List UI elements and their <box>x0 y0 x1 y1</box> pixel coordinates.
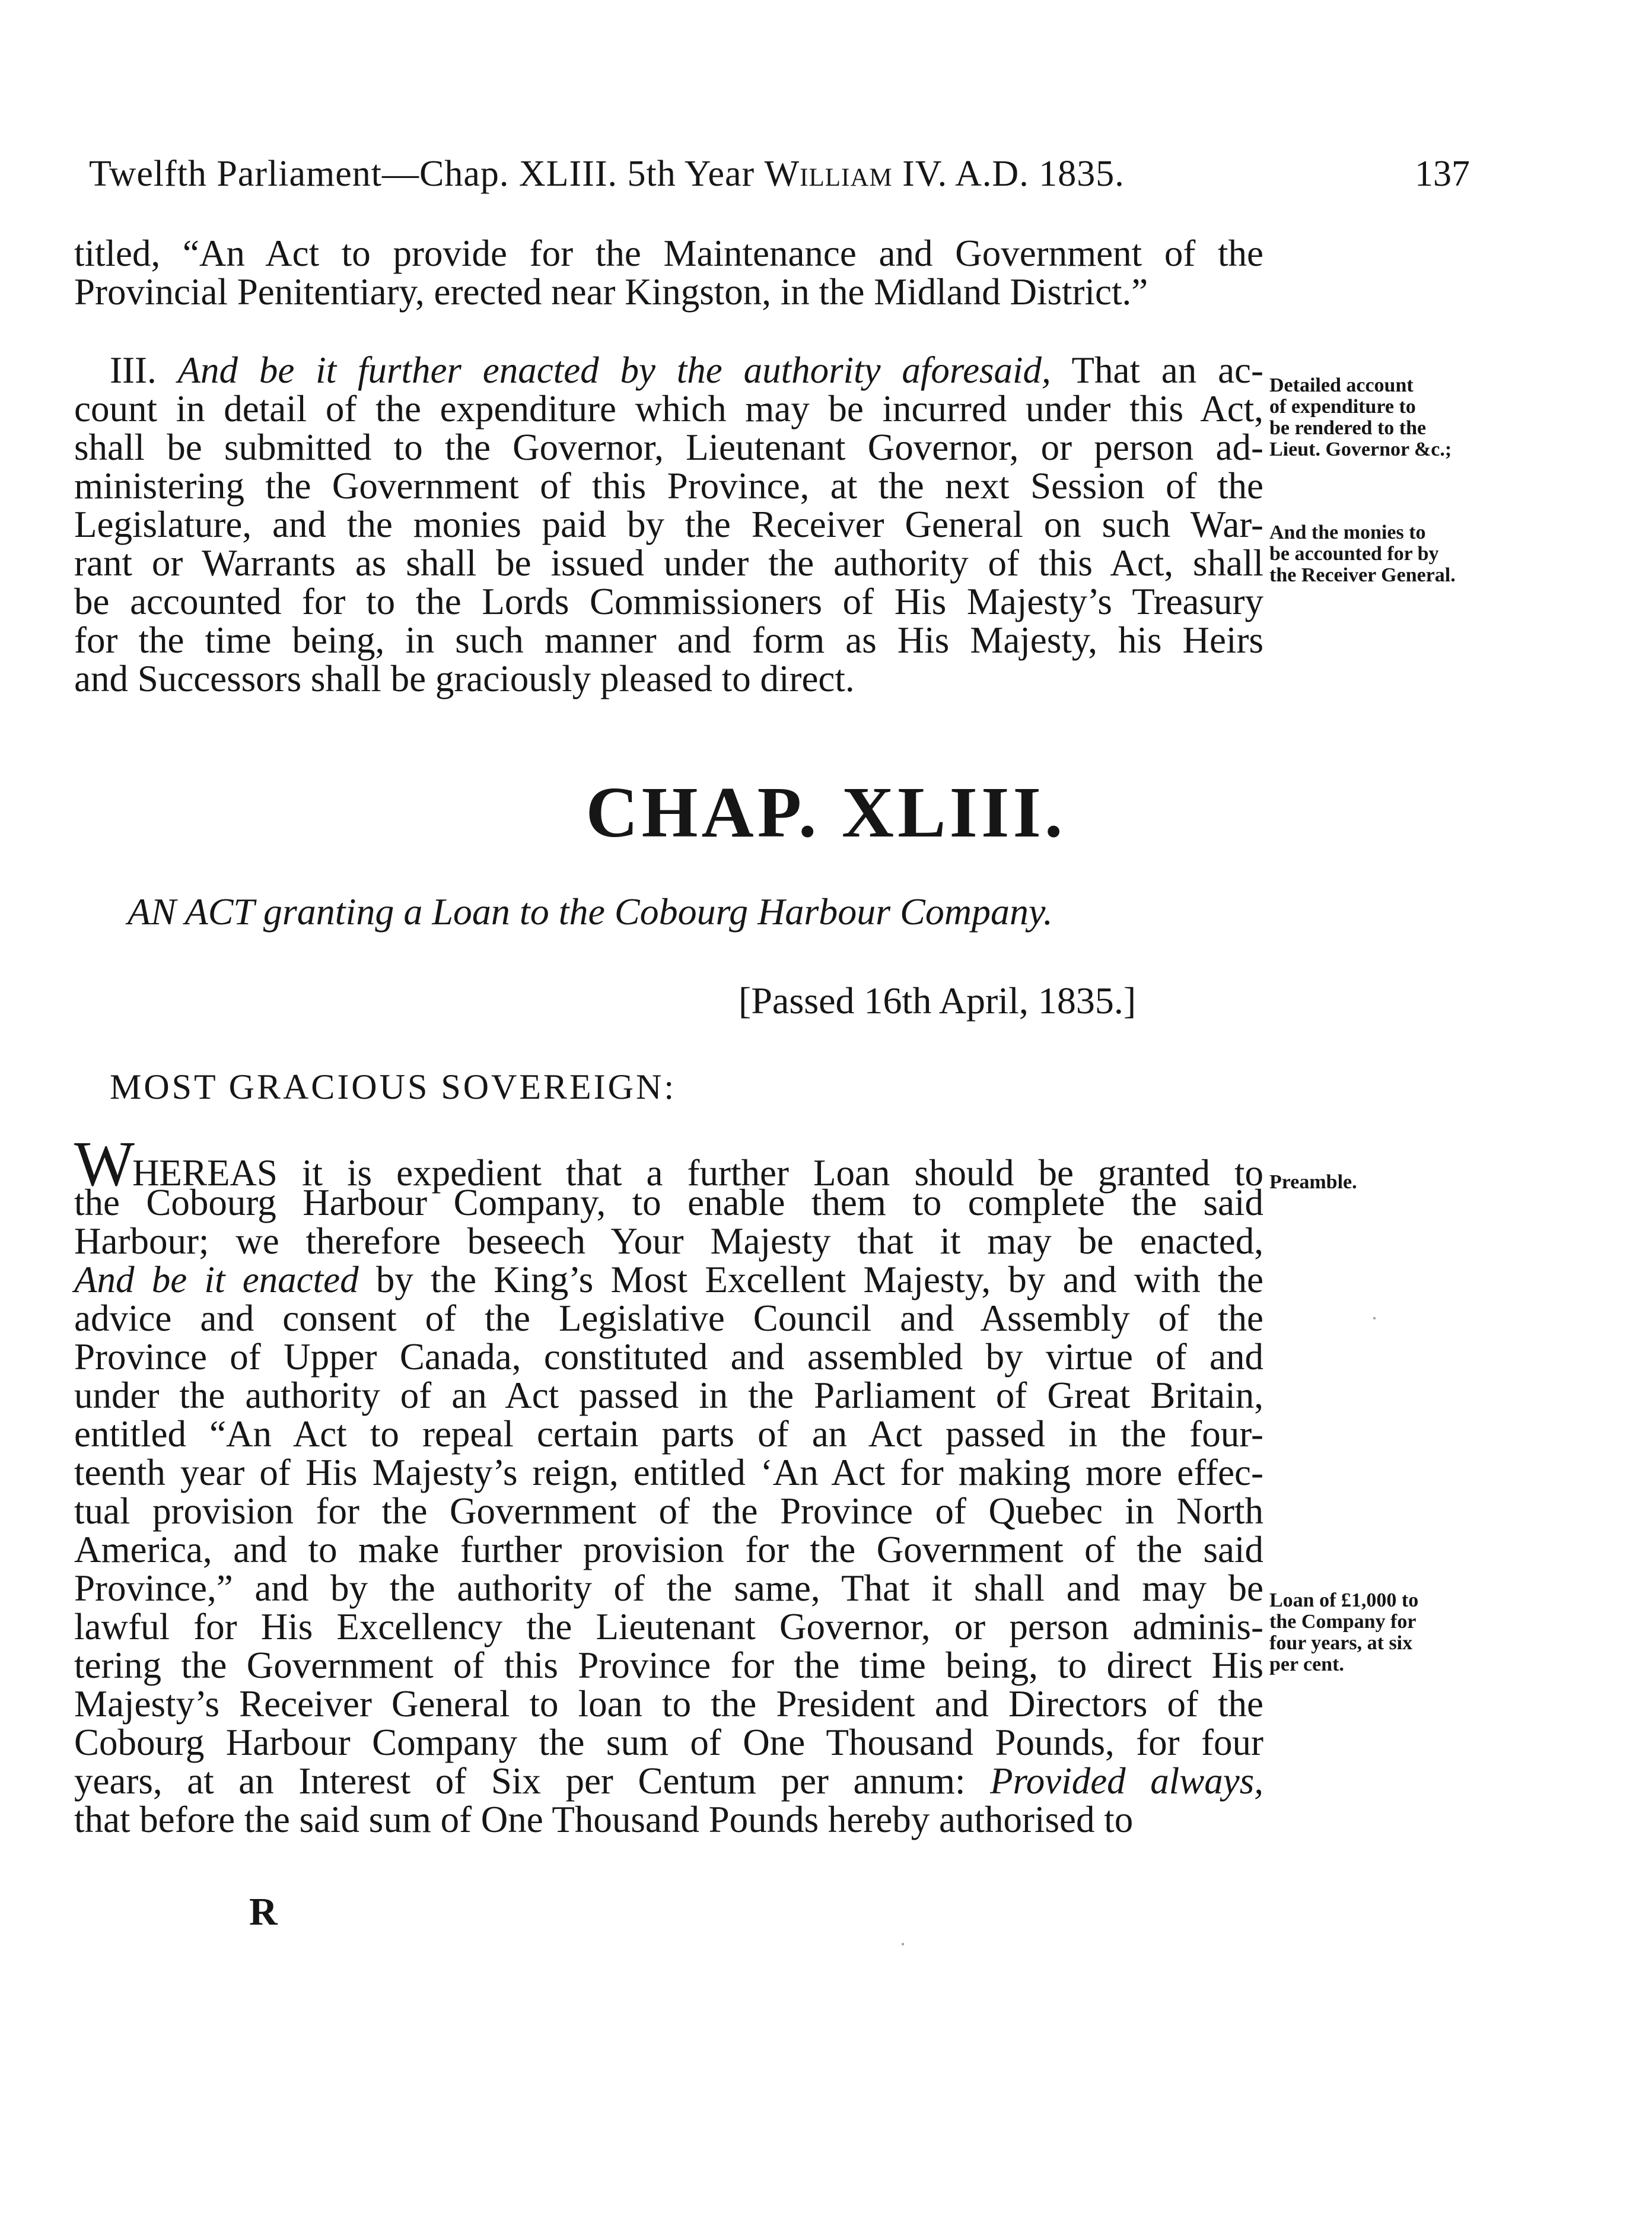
margin-note-line: the Receiver General. <box>1269 564 1456 586</box>
section-3-numeral: III. <box>110 349 178 391</box>
header-king-name: William <box>764 154 893 194</box>
section-3-first-line-rest: That an ac- <box>1051 349 1263 391</box>
continuation-line: titled, “An Act to provide for the Maintenance and Government of the <box>74 233 1263 274</box>
preamble-line: tering the Government of this Province for the time being, to direct His <box>74 1645 1263 1686</box>
page-number: 137 <box>1415 154 1470 194</box>
margin-note-detailed-account <box>1269 375 1465 460</box>
running-header <box>89 153 1477 195</box>
preamble-line <box>74 1261 1263 1299</box>
margin-note-line: Detailed account <box>1269 374 1414 396</box>
preamble-first-line <box>74 1129 1263 1200</box>
margin-note-line: Lieut. Governor &c.; <box>1269 438 1452 460</box>
preamble-line: Province of Upper Canada, constituted and assembled by virtue of and <box>74 1336 1263 1378</box>
preamble-line: Cobourg Harbour Company the sum of One Thousand Pounds, for four <box>74 1722 1263 1763</box>
section-3-line: be accounted for to the Lords Commissioners of His Majesty’s Treasury <box>74 581 1263 622</box>
scan-speck <box>1373 1317 1376 1319</box>
preamble-line: under the authority of an Act passed in the Parliament of Great Britain, <box>74 1375 1263 1416</box>
preamble-line-start: years, at an Interest of Six per Centum per annum: <box>74 1760 991 1802</box>
section-3-first-line <box>74 351 1263 390</box>
preamble-line: Province,” and by the authority of the same, That it shall and may be <box>74 1567 1263 1609</box>
header-text-after: IV. A.D. 1835. <box>892 154 1125 194</box>
margin-note-line: be accounted for by <box>1269 543 1439 565</box>
preamble-line: advice and consent of the Legislative Council and Assembly of the <box>74 1297 1263 1339</box>
section-3-line: rant or Warrants as shall be issued under the authority of this Act, shall <box>74 542 1263 584</box>
proviso-clause: Provided always, <box>990 1760 1264 1802</box>
preamble-line: that before the said sum of One Thousand Pounds hereby authorised to <box>74 1799 1134 1840</box>
section-3-line: shall be submitted to the Governor, Lieutenant Governor, or person ad- <box>74 427 1263 468</box>
section-3-paragraph <box>74 351 1263 698</box>
preamble-line <box>74 1762 1263 1801</box>
signature-mark: R <box>249 1890 278 1933</box>
preamble-line: the Cobourg Harbour Company, to enable them to complete the said <box>74 1182 1263 1223</box>
margin-note-line: Preamble. <box>1269 1171 1357 1193</box>
section-3-line: for the time being, in such manner and form as His Majesty, his Heirs <box>74 619 1263 661</box>
margin-note-line: Loan of £1,000 to <box>1269 1589 1419 1611</box>
scan-speck <box>902 1943 904 1945</box>
preamble-paragraph <box>74 1129 1264 1840</box>
preamble-line: Harbour; we therefore beseech Your Majesty that it may be enacted, <box>74 1220 1263 1262</box>
preamble-line: lawful for His Excellency the Lieutenant Governor, or person adminis- <box>74 1606 1263 1647</box>
continuation-line: Provincial Penitentiary, erected near Kingston, in the Midland District.” <box>74 271 1148 313</box>
section-3-line: count in detail of the expenditure which may be incurred under this Act, <box>74 388 1263 430</box>
margin-note-line: four years, at six <box>1269 1632 1413 1654</box>
preamble-line: teenth year of His Majesty’s reign, entitled ‘An Act for making more effec- <box>74 1452 1263 1493</box>
act-title: AN ACT granting a Loan to the Cobourg Harbour Company. <box>128 890 1053 933</box>
section-3-line: ministering the Government of this Province, at the next Session of the <box>74 465 1263 507</box>
section-3-enacting-clause: And be it further enacted by the authority aforesaid, <box>177 349 1051 391</box>
continuation-paragraph <box>74 234 1263 311</box>
preamble-line-rest: by the King’s Most Excellent Majesty, by and with the <box>358 1259 1264 1300</box>
preamble-first-line-rest: HEREAS it is expedient that a further Loan should be granted to <box>132 1152 1263 1194</box>
chapter-heading: CHAP. XLIII. <box>585 772 1067 853</box>
preamble-line: tual provision for the Government of the Province of Quebec in North <box>74 1490 1263 1532</box>
margin-note-preamble <box>1269 1172 1465 1193</box>
enacting-clause: And be it enacted <box>74 1259 359 1300</box>
section-3-line: Legislature, and the monies paid by the Receiver General on such War- <box>74 504 1263 545</box>
margin-note-line: And the monies to <box>1269 521 1426 543</box>
preamble-line: Majesty’s Receiver General to loan to the President and Directors of the <box>74 1683 1263 1725</box>
margin-note-line: of expenditure to <box>1269 396 1416 418</box>
drop-initial: W <box>74 1129 132 1200</box>
margin-note-line: be rendered to the <box>1269 417 1427 439</box>
margin-note-line: the Company for <box>1269 1611 1417 1633</box>
passed-date: [Passed 16th April, 1835.] <box>739 979 1137 1022</box>
section-3-line: and Successors shall be graciously pleased to direct. <box>74 658 855 699</box>
margin-note-monies <box>1269 522 1465 586</box>
preamble-line: America, and to make further provision for the Government of the said <box>74 1529 1263 1570</box>
header-text-before: Twelfth Parliament—Chap. XLIII. 5th Year <box>89 154 765 194</box>
margin-note-loan <box>1269 1590 1465 1675</box>
margin-note-line: per cent. <box>1269 1653 1344 1675</box>
salutation: MOST GRACIOUS SOVEREIGN: <box>110 1067 676 1106</box>
preamble-line: entitled “An Act to repeal certain parts of an Act passed in the four- <box>74 1413 1263 1455</box>
